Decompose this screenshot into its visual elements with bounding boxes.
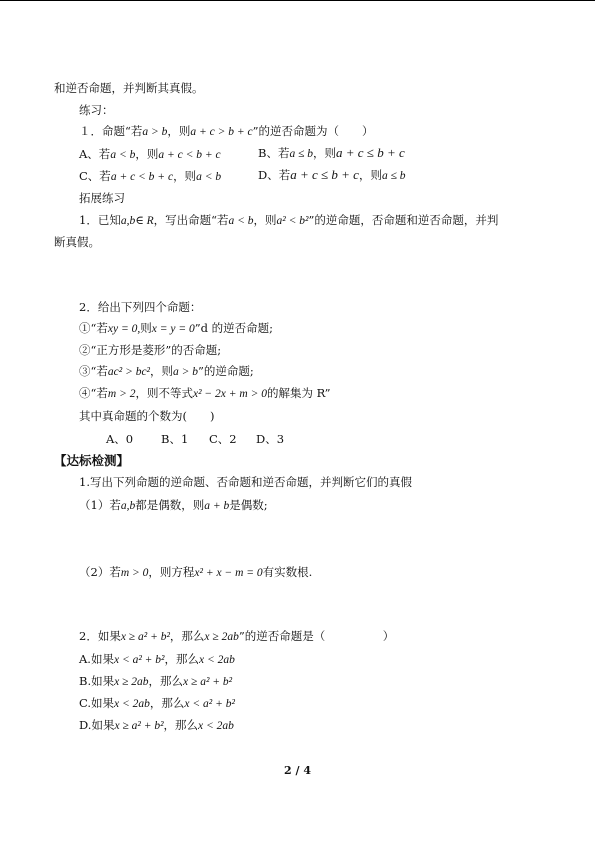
choice-c: C、2 — [209, 432, 237, 446]
practice-heading: 练习： — [79, 103, 114, 117]
practice-q1-stem: １．命题“若a > b，则a + c > b + c”的逆否命题为（ ） — [79, 124, 374, 138]
prop-4: ④“若m > 2，则不等式x² − 2x + m > 0的解集为 R” — [79, 386, 331, 400]
option-a: A、若a < b，则a + c < b + c — [79, 147, 221, 161]
option-b: B、若a ≤ b，则a + c ≤ b + c — [258, 145, 405, 160]
prop-2: ②“正方形是菱形”的否命题; — [79, 343, 222, 357]
extension-heading: 拓展练习 — [79, 191, 125, 205]
choice-a: A、0 — [106, 432, 134, 446]
choice-d: D、3 — [256, 432, 285, 446]
prop-3: ③“若ac² > bc²，则a > b”的逆命题; — [79, 364, 254, 378]
extension-q1: 1．已知a,b∈ R，写出命题“若a < b，则a² < b²”的逆命题，否命题和逆否命题，并判 — [79, 213, 499, 227]
check-q1-sub1: （1）若a,b都是偶数，则a + b是偶数; — [79, 498, 268, 512]
check-q2-option-c: C.如果x < 2ab，那么x < a² + b² — [79, 696, 235, 710]
option-c: C、若a + c < b + c，则a < b — [79, 169, 222, 183]
check-q2-option-d: D.如果x ≥ a² + b²，那么x < 2ab — [79, 718, 234, 732]
prop-1: ①“若xy = 0,则x = y = 0”d 的逆否命题; — [79, 321, 273, 335]
check-heading: 【达标检测】 — [54, 453, 130, 468]
extension-q2-question: 其中真命题的个数为( ) — [79, 409, 215, 423]
extension-q2-stem: 2．给出下列四个命题： — [79, 300, 202, 314]
check-q1-stem: 1.写出下列命题的逆命题、否命题和逆否命题，并判断它们的真假 — [79, 475, 412, 489]
page-number: 2 / 4 — [284, 764, 311, 777]
intro-line: 和逆否命题，并判断其真假。 — [54, 81, 204, 95]
check-q2-option-a: A.如果x < a² + b²，那么x < 2ab — [79, 652, 235, 666]
header-rule — [0, 0, 595, 1]
choice-b: B、1 — [161, 432, 189, 446]
check-q2-stem: 2．如果x ≥ a² + b²，那么x ≥ 2ab”的逆否命题是（ ） — [79, 629, 395, 643]
check-q1-sub2: （2）若m > 0，则方程x² + x − m = 0有实数根. — [79, 565, 313, 579]
check-q2-option-b: B.如果x ≥ 2ab，那么x ≥ a² + b² — [79, 674, 233, 688]
option-d: D、若a + c ≤ b + c，则a ≤ b — [258, 167, 406, 182]
extension-q1-cont: 断真假。 — [54, 235, 100, 249]
